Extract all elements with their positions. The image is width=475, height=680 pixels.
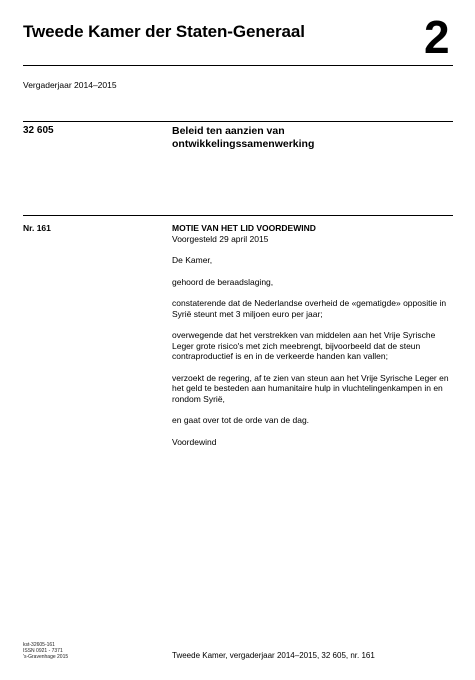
session-year: Vergaderjaar 2014–2015 — [23, 80, 117, 90]
motion-paragraph: constaterende dat de Nederlandse overheid de «gematigde» oppositie in Syrië steunt met 3 miljoen euro per jaar; — [172, 298, 447, 319]
motion-paragraph: overwegende dat het verstrekken van middelen aan het Vrije Syrische Leger grote risico's met zich meebrengt, bijvoorbeeld dat de steun contraproductief is en in de verkeerde handen kan vallen; — [172, 330, 436, 361]
motion-paragraph: en gaat over tot de orde van de dag. — [172, 415, 310, 425]
document-title — [172, 125, 452, 151]
colophon — [23, 642, 68, 660]
motion-proposed-date: Voorgesteld 29 april 2015 — [172, 233, 269, 244]
divider-motion — [23, 215, 453, 216]
document-number: 32 605 — [23, 125, 54, 136]
chamber-number: 2 — [424, 11, 450, 63]
colophon-id: kst-32605-161 — [23, 642, 55, 648]
motion-signatory: Voordewind — [172, 436, 217, 447]
document-title-line2: ontwikkelingssamenwerking — [172, 138, 315, 150]
document-title-line1: Beleid ten aanzien van — [172, 125, 285, 137]
divider-document — [23, 121, 453, 122]
divider-top — [23, 65, 453, 66]
motion-paragraph: verzoekt de regering, af te zien van steun aan het Vrije Syrische Leger en het geld te besteden aan humanitaire hulp in vluchtelingenkampen in en rondom Syrië, — [172, 372, 449, 404]
colophon-issn: ISSN 0921 - 7371 — [23, 648, 63, 654]
chamber-title: Tweede Kamer der Staten-Generaal — [23, 22, 305, 41]
motion-paragraph: gehoord de beraadslaging, — [172, 276, 274, 287]
motion-title: MOTIE VAN HET LID VOORDEWIND — [172, 223, 316, 233]
page-footer: Tweede Kamer, vergaderjaar 2014–2015, 32 605, nr. 161 — [172, 651, 375, 660]
motion-number: Nr. 161 — [23, 223, 51, 233]
colophon-place: 's-Gravenhage 2015 — [23, 654, 69, 660]
motion-body — [172, 223, 455, 447]
motion-paragraph: De Kamer, — [172, 255, 213, 265]
